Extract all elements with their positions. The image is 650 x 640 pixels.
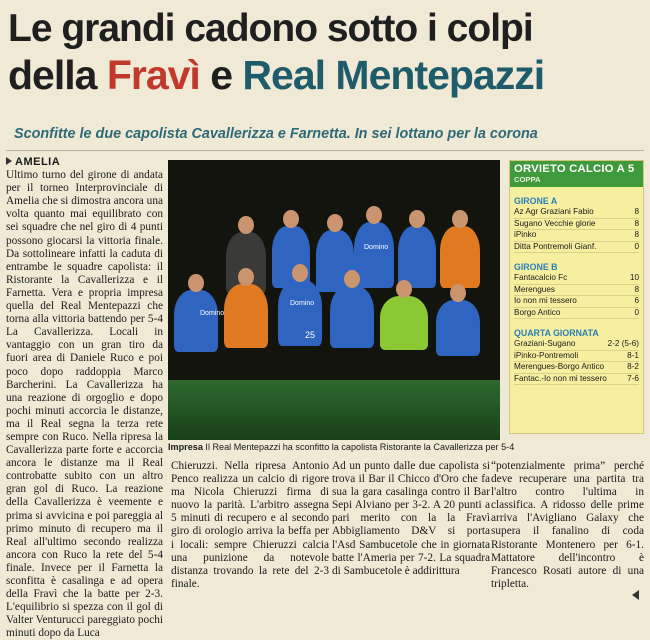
headline-team-real: Real Mentepazzi	[242, 52, 545, 98]
article-column-1	[6, 156, 163, 640]
results-sidebar	[509, 160, 644, 434]
standing-row: Borgo Antico 0	[514, 308, 639, 320]
sidebar-section-girone-a	[510, 196, 643, 253]
divider	[6, 150, 644, 151]
jersey-sponsor: Domino	[364, 244, 389, 251]
team-photo	[168, 160, 500, 440]
sidebar-title: ORVIETO CALCIO A 5	[514, 163, 635, 175]
jersey-number: 25	[305, 330, 316, 340]
headline-line-1: Le grandi cadono sotto i colpi	[8, 7, 533, 50]
jersey-sponsor: Domino	[290, 300, 315, 307]
sidebar-subtitle: COPPA	[514, 175, 541, 184]
article-text-1: Ultimo turno del girone di andata per il torneo Interprovinciale di Amelia che si dimostra ancora una volta quanto mai equilibrato con sei squadre che nel giro di 4 punti possono giocarsi la vittoria finale. Da sottolineare infatti la caduta di entrambe le squadre capolista: il Ristorante la Cavallerizza e il Farnetta. Vera e propria impresa quella del Real Mentepazzi che torna alla vittoria battendo per 5-4 La Cavallerizza. Locali in vantaggio con un gran tiro da fuori area di Daniele Ruco e poi poco dopo raddoppia Marco Barcherini. La Cavallerizza ha una reazione di orgoglio e dopo pochi minuti accorcia le distanze, ma il Real segna la terza rete sempre con Ruco. Nella ripresa la Cavallerizza parte forte e accorcia ancora le distanze ma il Real controbatte subito con un altro gran gol di Ruco. La reazione della Cavallerizza è veemente e prima si avvicina e poi pareggia al primo minuto di recupero ma il Real all'ultimo secondo realizza ancora con Ruco la rete del 5-4 finale. Invece per il Farnetta la sconfitta è casalinga e ad opera della Fravì che la batte per 2-3. L'equilibrio si spezza con il gol di Valter Venturucci pareggiato pochi minuti dopo da Luca	[6, 169, 163, 640]
team-photo-player	[278, 280, 322, 346]
headline-pre: della	[8, 52, 107, 98]
headline	[8, 6, 644, 98]
caption-bold: Impresa	[168, 442, 203, 452]
section-label: QUARTA GIORNATA	[514, 328, 599, 338]
caption-text: Il Real Mentepazzi ha sconfitto la capolista Ristorante la Cavallerizza per 5-4	[202, 442, 515, 452]
section-label: GIRONE B	[514, 262, 558, 272]
article-column-2: Chieruzzi. Nella ripresa Antonio Penco realizza un calcio di rigore ma Nicola Chieruzzi firma di nuovo la parità. L'arbitro assegna 5 minuti di recupero e al secondo giro di orologio arriva la beffa per i locali: sempre Chieruzzi calcia una punizione da notevole distanza trovando la rete del 2-3 finale.	[171, 460, 329, 590]
subheadline: Sconfitte le due capolista Cavallerizza e Farnetta. In sei lottano per la corona	[14, 126, 538, 142]
team-photo-goalkeeper	[380, 296, 428, 350]
result-row: Fantac.-Io non mi tessero 7-6	[514, 374, 639, 386]
result-row: Merengues-Borgo Antico 8-2	[514, 362, 639, 374]
article-column-4: “potenzialmente prima” perché deve recuperare una partita tra l'altro contro l'ultima in classifica. A ridosso delle prime arriva l'Avigliano Galaxy che supera il fanalino di coda Ristorante Montenero per 6-1. Mattatore dell'incontro è Francesco Rosati autore di una tripletta.	[491, 460, 644, 590]
triangle-icon	[6, 157, 12, 165]
sidebar-section-girone-b	[510, 262, 643, 319]
photo-caption	[168, 442, 515, 453]
section-label: GIRONE A	[514, 196, 558, 206]
team-photo-player	[436, 300, 480, 356]
end-of-article-icon	[632, 590, 639, 600]
sidebar-section-quarta-giornata	[510, 328, 643, 385]
photo-grass	[168, 380, 500, 440]
standing-row: Sugano Vecchie glorie 8	[514, 219, 639, 231]
team-photo-player	[224, 284, 268, 348]
team-photo-player	[354, 222, 394, 288]
jersey-sponsor: Domino	[200, 310, 225, 317]
headline-mid: e	[199, 52, 243, 98]
article-column-3: Ad un punto dalle due capolista si trova il Bar il Chicco d'Oro che fa sua la gara casalinga contro il Bar Sepi Alviano per 3-2. A 20 punti a pari merito con la la Fravì Abbigliamento D&V si porta l'Asd Sambucetole che in giornata batte l'Ameria per 7-2. La squadra di Sambucetole è addirittura	[332, 460, 490, 577]
standing-row: iPinko 8	[514, 230, 639, 242]
dateline	[6, 156, 163, 169]
standing-row: Az Agr Graziani Fabio 8	[514, 207, 639, 219]
team-photo-player	[398, 226, 436, 288]
headline-line-2	[8, 52, 644, 98]
standing-row: Fantacalcio Fc 10	[514, 273, 639, 285]
standing-row: Io non mi tessero 6	[514, 296, 639, 308]
headline-team-fravi: Fravì	[106, 52, 200, 98]
team-photo-player	[174, 290, 218, 352]
result-row: Graziani-Sugano 2-2 (5-6)	[514, 339, 639, 351]
team-photo-player	[440, 226, 480, 288]
sidebar-header	[510, 161, 643, 187]
result-row: iPinko-Pontremoli 8-1	[514, 351, 639, 363]
team-photo-player	[330, 286, 374, 348]
standing-row: Merengues 8	[514, 285, 639, 297]
dateline-text: AMELIA	[15, 156, 61, 168]
standing-row: Ditta Pontremoli Gianf. 0	[514, 242, 639, 254]
